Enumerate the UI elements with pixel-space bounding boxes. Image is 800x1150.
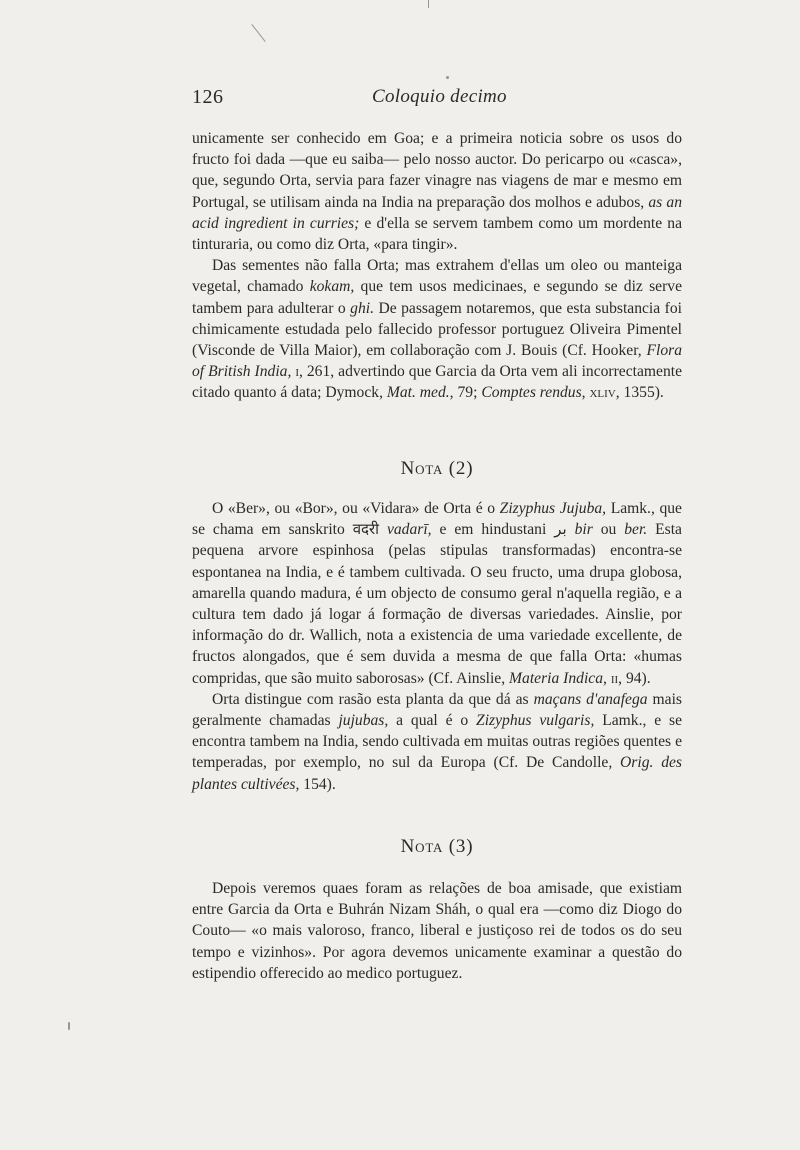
running-title: Coloquio decimo xyxy=(372,86,507,107)
italic-text: maçans d'anafega xyxy=(533,690,648,708)
roman-numeral: xliv xyxy=(589,384,616,402)
heading-text: Nota (3) xyxy=(400,836,474,857)
scan-dot xyxy=(446,76,449,79)
roman-numeral: ii xyxy=(610,669,619,687)
text-run: mais geralmente chamadas xyxy=(192,690,682,730)
section-heading xyxy=(192,458,682,480)
italic-text: bir xyxy=(574,521,593,539)
heading-text: Nota (2) xyxy=(400,458,474,479)
italic-text: Mat. med., xyxy=(386,384,454,402)
italic-text: jujubas, xyxy=(338,712,389,730)
italic-text: Materia Indica, xyxy=(509,669,607,687)
scan-mark xyxy=(428,0,429,8)
scan-mark xyxy=(251,24,265,42)
text-run: Depois veremos quaes foram as relações de boa amisade, que existiam entre Garcia da Orta e Buhrán Nizam Sháh, o qual era —como diz Diogo do Couto— «o mais valoroso, franco, liberal e justiçoso rei de todos os do seu tempo e vizinhos». Por agora devemos unicamente examinar a questão do estipendio offerecido ao medico portuguez. xyxy=(192,880,682,982)
text-run: Das sementes não falla Orta; mas extrahem d'ellas um oleo ou manteiga vegetal, chamado xyxy=(192,257,682,296)
text-run: 154). xyxy=(299,775,336,793)
text-run: ou xyxy=(592,521,625,539)
section-2-text xyxy=(192,498,682,795)
running-header xyxy=(192,86,682,116)
paragraph xyxy=(192,689,682,795)
italic-text: kokam, xyxy=(309,278,355,296)
text-run: 79; xyxy=(453,384,482,402)
page-number: 126 xyxy=(192,86,224,108)
text-run: O «Ber», ou «Bor», ou «Vidara» de Orta é o xyxy=(212,500,500,517)
italic-text: vadarī, xyxy=(386,521,432,539)
section-heading xyxy=(192,836,682,858)
devanagari-word: वदरी xyxy=(352,520,380,539)
text-run: e d'ella se servem tambem como um mordente na tinturaria, ou como diz Orta, «para tingir». xyxy=(192,214,682,254)
italic-text: as an acid ingredient in curries; xyxy=(192,193,682,232)
italic-text: Zizyphus Jujuba, xyxy=(499,500,607,517)
paragraph xyxy=(192,128,682,255)
text-run: Lamk., e se encontra tambem na India, sendo cultivada em muitas outras regiões quentes e temperadas, por exemplo, no sul da Europa (Cf. De Candolle, xyxy=(192,712,682,772)
text-run xyxy=(567,521,575,538)
text-run: Esta pequena arvore espinhosa (pelas stipulas transformadas) encontra-se espontanea na India, e é tambem cultivada. O seu fructo, uma drupa globosa, amarella quando madura, é um objecto de consumo geral n'aquella região, e a cultura tem dado já logar á formação de diversas variedades. Ainslie, por informação do dr. Wallich, nota a existencia de uma variedade excellente, de fructos alongados, que é sem duvida a mesma de que falla Orta: «humas compridas, que são muito saborosas» (Cf. Ainslie, xyxy=(192,521,682,687)
text-run: , 1355). xyxy=(615,384,664,402)
text-run: , 261, advertindo que Garcia da Orta vem ali incorrectamente citado quanto á data; Dymock, xyxy=(192,363,682,402)
italic-text: ghi. xyxy=(350,299,374,317)
text-run: Orta distingue com rasão esta planta da que dá as xyxy=(212,690,534,708)
arabic-word: بر xyxy=(554,520,567,539)
roman-numeral: i xyxy=(295,363,300,381)
text-run: Lamk., que se chama em sanskrito xyxy=(192,500,682,539)
italic-text: Comptes rendus, xyxy=(481,384,586,402)
italic-text: Zizyphus vulgaris, xyxy=(476,712,595,730)
paragraph xyxy=(192,878,682,984)
text-run: a qual é o xyxy=(388,712,477,730)
text-run: , 94). xyxy=(618,669,651,687)
section-3-text xyxy=(192,878,682,984)
text-run: De passagem notaremos, que esta substancia foi chimicamente estudada pelo fallecido professor portuguez Oliveira Pimentel (Visconde de Villa Maior), em collaboração com J. Bouis (Cf. Hooker, xyxy=(192,299,682,360)
paragraph xyxy=(192,255,682,403)
scan-mark xyxy=(68,1022,70,1030)
paragraph xyxy=(192,498,682,689)
section-1-text xyxy=(192,128,682,404)
italic-text: ber. xyxy=(624,521,648,539)
text-run: unicamente ser conhecido em Goa; e a primeira noticia sobre os usos do fructo foi dada —que eu saiba— pelo nosso auctor. Do pericarpo ou «casca», que, segundo Orta, servia para fazer vinagre nas viagens de mar e mesmo em Portugal, se utilisam ainda na India na preparação dos molhos e adubos, xyxy=(192,130,682,211)
text-run: e em hindustani xyxy=(431,521,555,539)
italic-text: Flora of British India, xyxy=(192,342,682,381)
text-run xyxy=(379,521,387,538)
text-run: que tem usos medicinaes, e segundo se diz serve tambem para adulterar o xyxy=(192,278,682,317)
italic-text: Orig. des plantes cultivées, xyxy=(192,754,682,793)
